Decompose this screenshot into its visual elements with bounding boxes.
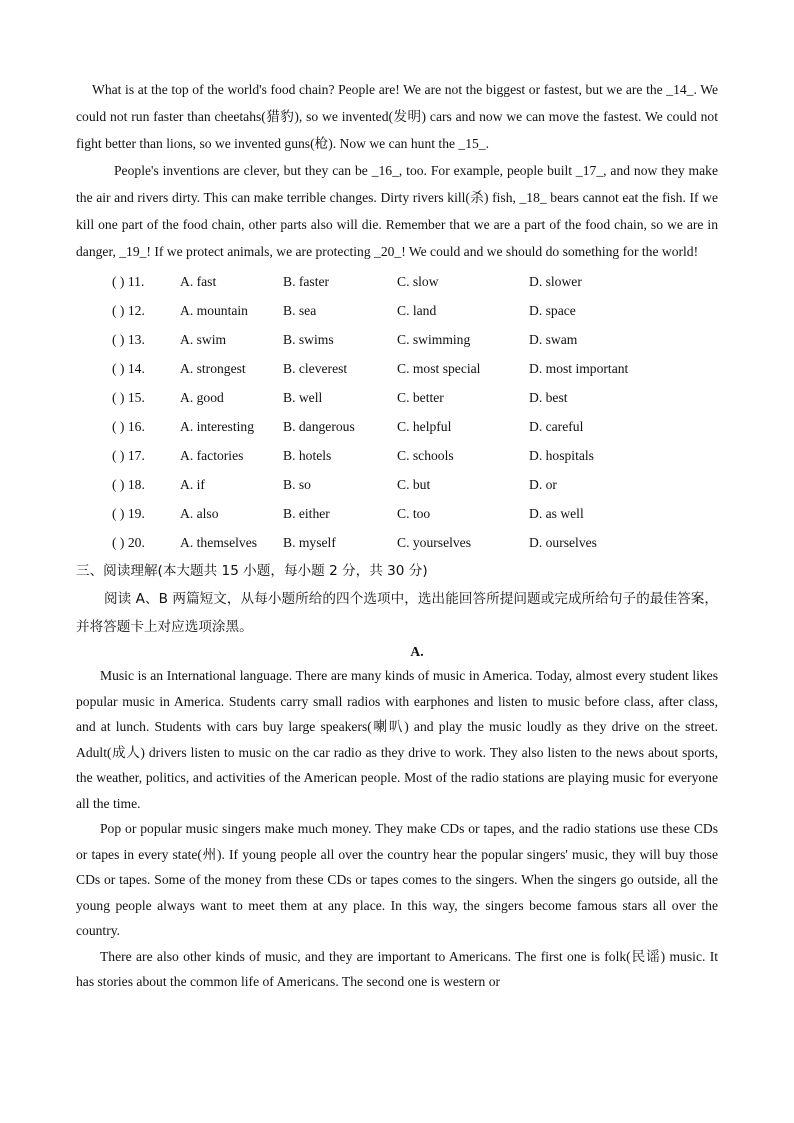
question-row-17	[76, 441, 718, 470]
question-number: ( ) 13.	[112, 332, 145, 347]
section-instruction: 阅读 A、B 两篇短文，从每小题所给的四个选项中，选出能回答所提问题或完成所给句子的最佳答案，并将答题卡上对应选项涂黑。	[76, 591, 718, 635]
passage-paragraph-1: Music is an International language. There are many kinds of music in America. Today, almost every student likes popular music in America. Students carry small radios with earphones and listen to music before class, after class, and at lunch. Students with cars buy large speakers(喇叭) and play the music loudly as they drive on the street. Adult(成人) drivers listen to music on the car radio as they drive to work. They also listen to the news about sports, the weather, politics, and activities of the American people. Most of the radio stations are playing music for everyone all the time.	[76, 668, 718, 811]
question-row-13	[76, 325, 718, 354]
section-heading: 三、阅读理解(本大题共 15 小题，每小题 2 分，共 30 分)	[76, 563, 428, 579]
option-b: B. so	[283, 477, 311, 492]
option-c: C. helpful	[397, 419, 452, 434]
option-b: B. myself	[283, 535, 336, 550]
question-row-15	[76, 383, 718, 412]
option-d: D. most important	[529, 361, 629, 376]
option-b: B. hotels	[283, 448, 332, 463]
option-a: A. fast	[180, 274, 217, 289]
option-b: B. swims	[283, 332, 334, 347]
question-number: ( ) 19.	[112, 506, 145, 521]
passage-paragraph-2: Pop or popular music singers make much money. They make CDs or tapes, and the radio stations use these CDs or tapes in every state(州). If young people all over the country hear the popular singers' music, they will buy those CDs or tapes. Some of the money from these CDs or tapes comes to the singers. When the singers go outside, all the young people always want to meet them at any place. In this way, the singers become famous stars all over the country.	[76, 821, 718, 938]
option-a: A. strongest	[180, 361, 246, 376]
option-c: C. yourselves	[397, 535, 472, 550]
option-d: D. slower	[529, 274, 582, 289]
option-c: C. most special	[397, 361, 481, 376]
passage-title: A.	[410, 644, 424, 659]
option-a: A. also	[180, 506, 219, 521]
question-row-20	[76, 528, 718, 557]
option-a: A. themselves	[180, 535, 258, 550]
option-d: D. space	[529, 303, 576, 318]
option-c: C. schools	[397, 448, 454, 463]
option-b: B. dangerous	[283, 419, 355, 434]
option-a: A. good	[180, 390, 224, 405]
cloze-paragraph-2: People's inventions are clever, but they can be _16_, too. For example, people built _17_, and now they make the air and rivers dirty. This can make terrible changes. Dirty rivers kill(杀) fish, _18_ bears cannot eat the fish. If we kill one part of the food chain, other parts also will die. Remember that we are a part of the food chain, so we are in danger, _19_! If we protect animals, we are protecting _20_! We could and we should do something for the world!	[76, 163, 718, 259]
question-row-12	[76, 296, 718, 325]
option-d: D. ourselves	[529, 535, 597, 550]
question-row-19	[76, 499, 718, 528]
option-d: D. hospitals	[529, 448, 594, 463]
option-c: C. but	[397, 477, 431, 492]
question-number: ( ) 17.	[112, 448, 145, 463]
cloze-paragraph-1: What is at the top of the world's food chain? People are! We are not the biggest or fastest, but we are the _14_. We could not run faster than cheetahs(猎豹), so we invented(发明) cars and now we can move the fastest. We could not fight better than lions, so we invented guns(枪). Now we can hunt the _15_.	[76, 82, 718, 151]
option-c: C. slow	[397, 274, 439, 289]
option-b: B. sea	[283, 303, 317, 318]
option-b: B. cleverest	[283, 361, 348, 376]
option-a: A. swim	[180, 332, 227, 347]
question-number: ( ) 15.	[112, 390, 145, 405]
option-a: A. factories	[180, 448, 244, 463]
question-row-18	[76, 470, 718, 499]
question-number: ( ) 18.	[112, 477, 145, 492]
question-number: ( ) 14.	[112, 361, 145, 376]
option-b: B. faster	[283, 274, 330, 289]
option-b: B. well	[283, 390, 323, 405]
question-number: ( ) 12.	[112, 303, 145, 318]
option-c: C. better	[397, 390, 444, 405]
question-row-14	[76, 354, 718, 383]
option-a: A. mountain	[180, 303, 248, 318]
option-a: A. if	[180, 477, 205, 492]
question-number: ( ) 16.	[112, 419, 145, 434]
cloze-options	[76, 267, 718, 557]
option-a: A. interesting	[180, 419, 254, 434]
option-c: C. too	[397, 506, 431, 521]
passage-paragraph-3: There are also other kinds of music, and they are important to Americans. The first one is folk(民谣) music. It has stories about the common life of Americans. The second one is western or	[76, 948, 718, 989]
option-b: B. either	[283, 506, 330, 521]
option-d: D. as well	[529, 506, 584, 521]
option-d: D. careful	[529, 419, 584, 434]
question-number: ( ) 20.	[112, 535, 145, 550]
option-d: D. or	[529, 477, 557, 492]
option-d: D. swam	[529, 332, 578, 347]
question-row-11	[76, 267, 718, 296]
question-row-16	[76, 412, 718, 441]
option-c: C. land	[397, 303, 437, 318]
option-d: D. best	[529, 390, 568, 405]
question-number: ( ) 11.	[112, 274, 145, 289]
exam-page	[76, 76, 718, 995]
option-c: C. swimming	[397, 332, 471, 347]
